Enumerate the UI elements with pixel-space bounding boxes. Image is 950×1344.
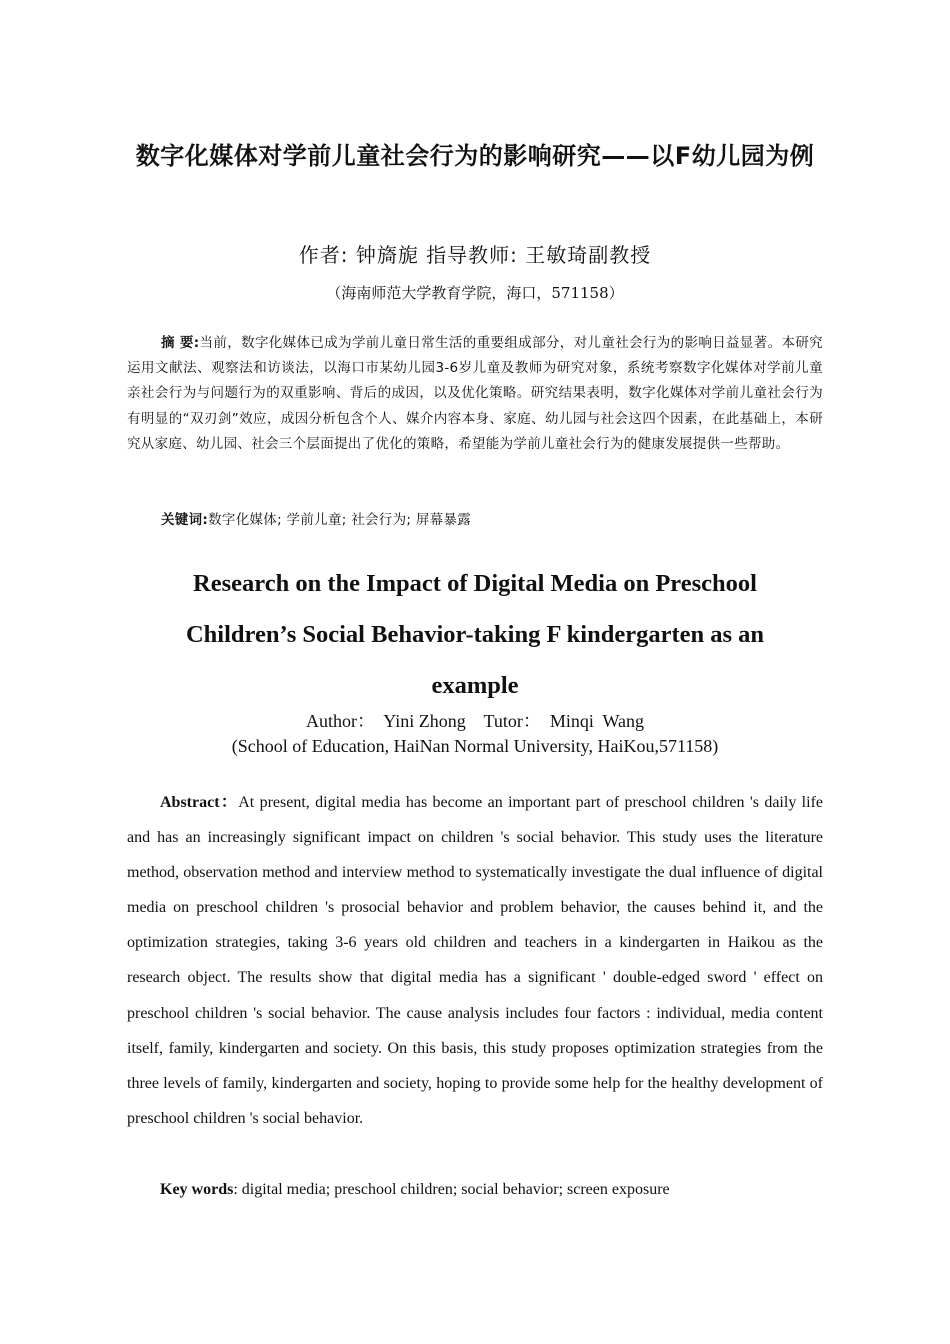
chinese-keywords-text: 数字化媒体; 学前儿童; 社会行为; 屏幕暴露 bbox=[208, 512, 472, 528]
english-abstract bbox=[127, 785, 823, 1136]
chinese-abstract-label: 摘 要: bbox=[161, 335, 200, 351]
english-keywords-text: : digital media; preschool children; social behavior; screen exposure bbox=[233, 1181, 670, 1198]
chinese-title: 数字化媒体对学前儿童社会行为的影响研究——以F幼儿园为例 bbox=[135, 142, 815, 170]
english-abstract-label: Abstract： bbox=[160, 794, 239, 811]
english-keywords bbox=[127, 1172, 823, 1207]
english-title: Research on the Impact of Digital Media on Preschool Children’s Social Behavior-taking F kindergarten as an example bbox=[185, 570, 765, 699]
chinese-abstract bbox=[127, 331, 823, 457]
chinese-abstract-text: 当前，数字化媒体已成为学前儿童日常生活的重要组成部分，对儿童社会行为的影响日益显著。本研究运用文献法、观察法和访谈法，以海口市某幼儿园3-6岁儿童及教师为研究对象，系统考察数字化媒体对学前儿童亲社会行为与问题行为的双重影响、背后的成因，以及优化策略。研究结果表明，数字化媒体对学前儿童社会行为有明显的“双刃剑”效应，成因分析包含个人、媒介内容本身、家庭、幼儿园与社会这四个因素，在此基础上，本研究从家庭、幼儿园、社会三个层面提出了优化的策略，希望能为学前儿童社会行为的健康发展提供一些帮助。 bbox=[127, 335, 823, 452]
english-affiliation: (School of Education, HaiNan Normal University, HaiKou,571158) bbox=[231, 736, 719, 756]
english-author-line: Author： Yini Zhong Tutor： Minqi Wang bbox=[305, 711, 645, 731]
english-abstract-text: At present, digital media has become an important part of preschool children 's daily life and has an increasingly significant impact on children 's social behavior. This study uses the literature method, observation method and interview method to systematically investigate the dual influence of digital media on preschool children 's prosocial behavior and problem behavior, the causes behind it, and the optimization strategies, taking 3-6 years old children and teachers in a kindergarten in Haikou as the research object. The results show that digital media has a significant ' double-edged sword ' effect on preschool children 's social behavior. The cause analysis includes four factors : individual, media content itself, family, kindergarten and society. On this basis, this study proposes optimization strategies from the three levels of family, kindergarten and society, hoping to provide some help for the healthy development of preschool children 's social behavior. bbox=[127, 794, 823, 1127]
chinese-keywords-label: 关键词: bbox=[161, 512, 209, 528]
chinese-keywords bbox=[127, 508, 823, 533]
chinese-affiliation: （海南师范大学教育学院，海口，571158） bbox=[326, 284, 624, 302]
english-keywords-label: Key words bbox=[160, 1181, 234, 1198]
chinese-author-line: 作者: 钟旖旎 指导教师: 王敏琦副教授 bbox=[298, 243, 652, 267]
